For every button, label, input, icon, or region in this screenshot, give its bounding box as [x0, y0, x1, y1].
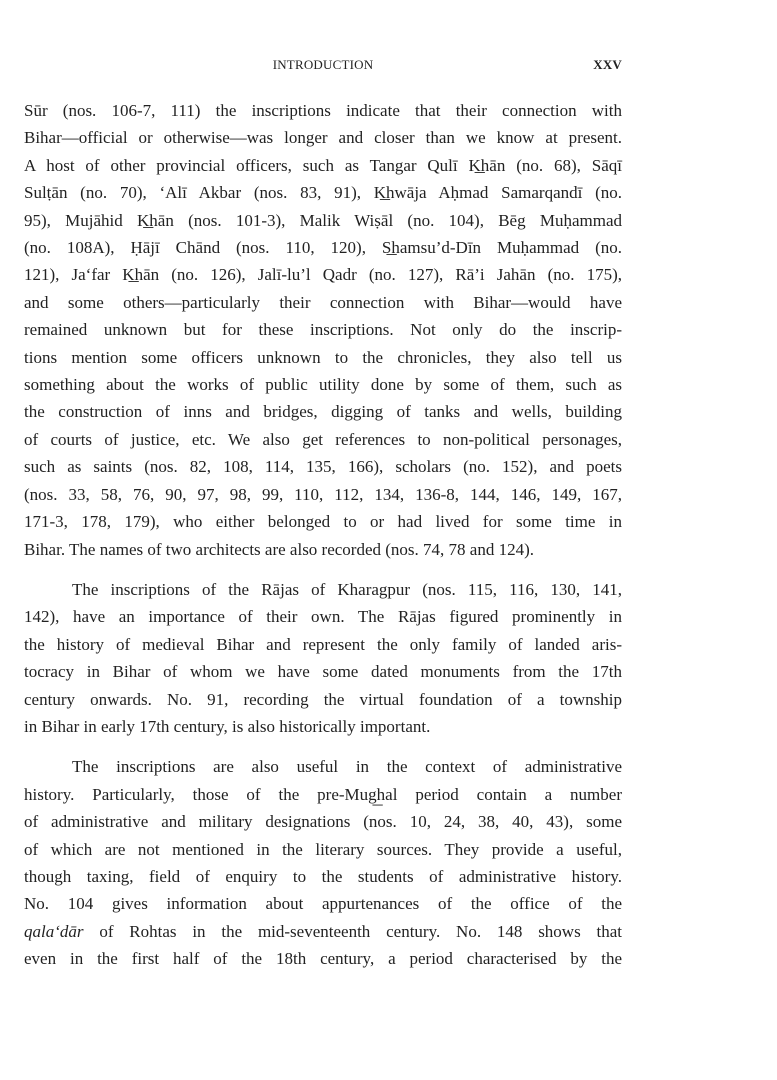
text-line: of courts of justice, etc. We also get references to non-political personages, — [24, 429, 622, 449]
text-line: 171-3, 178, 179), who either belonged to or had lived for some time in — [24, 512, 622, 532]
text-line: history. Particularly, those of the pre-Mug͟hal period contain a number — [24, 784, 622, 804]
text-line: A host of other provincial officers, such as Tangar Qulī K͟hān (no. 68), Sāqī — [24, 155, 622, 175]
text-line: (no. 108A), Ḥājī Chānd (nos. 110, 120), S͟hamsu’d-Dīn Muḥammad (no. — [24, 238, 622, 258]
text-line: 121), Ja‘far K͟hān (no. 126), Jalī-lu’l Qadr (no. 127), Rā’i Jahān (no. 175), — [24, 265, 622, 285]
page-number: XXV — [593, 57, 622, 72]
text-line: the history of medieval Bihar and represent the only family of landed aris- — [24, 634, 622, 654]
text-line-with-italic — [24, 918, 622, 945]
italic-term: qala‘dār — [24, 921, 84, 941]
text-line: tocracy in Bihar of whom we have some dated monuments from the 17th — [24, 662, 622, 682]
text-line: tions mention some officers unknown to the chronicles, they also tell us — [24, 347, 622, 367]
paragraph-2 — [24, 576, 622, 740]
text-line: of which are not mentioned in the literary sources. They provide a useful, — [24, 839, 622, 859]
text-line: The inscriptions are also useful in the context of administrative — [72, 757, 622, 777]
paragraph-3 — [24, 753, 622, 972]
text-line: Sulṭān (no. 70), ‘Alī Akbar (nos. 83, 91), K͟hwāja Aḥmad Samarqandī (no. — [24, 183, 622, 203]
text-line: (nos. 33, 58, 76, 90, 97, 98, 99, 110, 112, 134, 136-8, 144, 146, 149, 167, — [24, 484, 622, 504]
text-line: remained unknown but for these inscriptions. Not only do the inscrip- — [24, 320, 622, 340]
text-line: such as saints (nos. 82, 108, 114, 135, 166), scholars (no. 152), and poets — [24, 457, 622, 477]
text-line: of administrative and military designations (nos. 10, 24, 38, 40, 43), some — [24, 812, 622, 832]
text-line: century onwards. No. 91, recording the virtual foundation of a township — [24, 689, 622, 709]
text-line: Bihar—official or otherwise—was longer and closer than we know at present. — [24, 128, 622, 148]
text-line: the construction of inns and bridges, digging of tanks and wells, building — [24, 402, 622, 422]
running-title: INTRODUCTION — [272, 57, 374, 72]
paragraph-1 — [24, 97, 622, 563]
text-line: The inscriptions of the Rājas of Kharagpur (nos. 115, 116, 130, 141, — [72, 579, 622, 599]
text-line: 142), have an importance of their own. The Rājas figured prominently in — [24, 607, 622, 627]
body-text — [24, 97, 622, 973]
text-line: even in the first half of the 18th century, a period characterised by the — [24, 949, 622, 969]
text-line: in Bihar in early 17th century, is also historically important. — [24, 716, 431, 736]
text-line: something about the works of public utility done by some of them, such as — [24, 375, 622, 395]
text-line: Sūr (nos. 106-7, 111) the inscriptions indicate that their connection with — [24, 101, 622, 120]
text-line: Bihar. The names of two architects are also recorded (nos. 74, 78 and 124). — [24, 539, 534, 559]
text-line: and some others—particularly their connection with Bihar—would have — [24, 292, 622, 312]
text-line: though taxing, field of enquiry to the students of administrative history. — [24, 866, 622, 886]
text-line: No. 104 gives information about appurtenances of the office of the — [24, 894, 622, 914]
text-fragment: of Rohtas in the mid-seventeenth century. No. 148 shows that — [83, 921, 622, 941]
text-line: 95), Mujāhid K͟hān (nos. 101-3), Malik Wiṣāl (no. 104), Bēg Muḥammad — [24, 210, 622, 230]
running-head — [24, 57, 622, 77]
